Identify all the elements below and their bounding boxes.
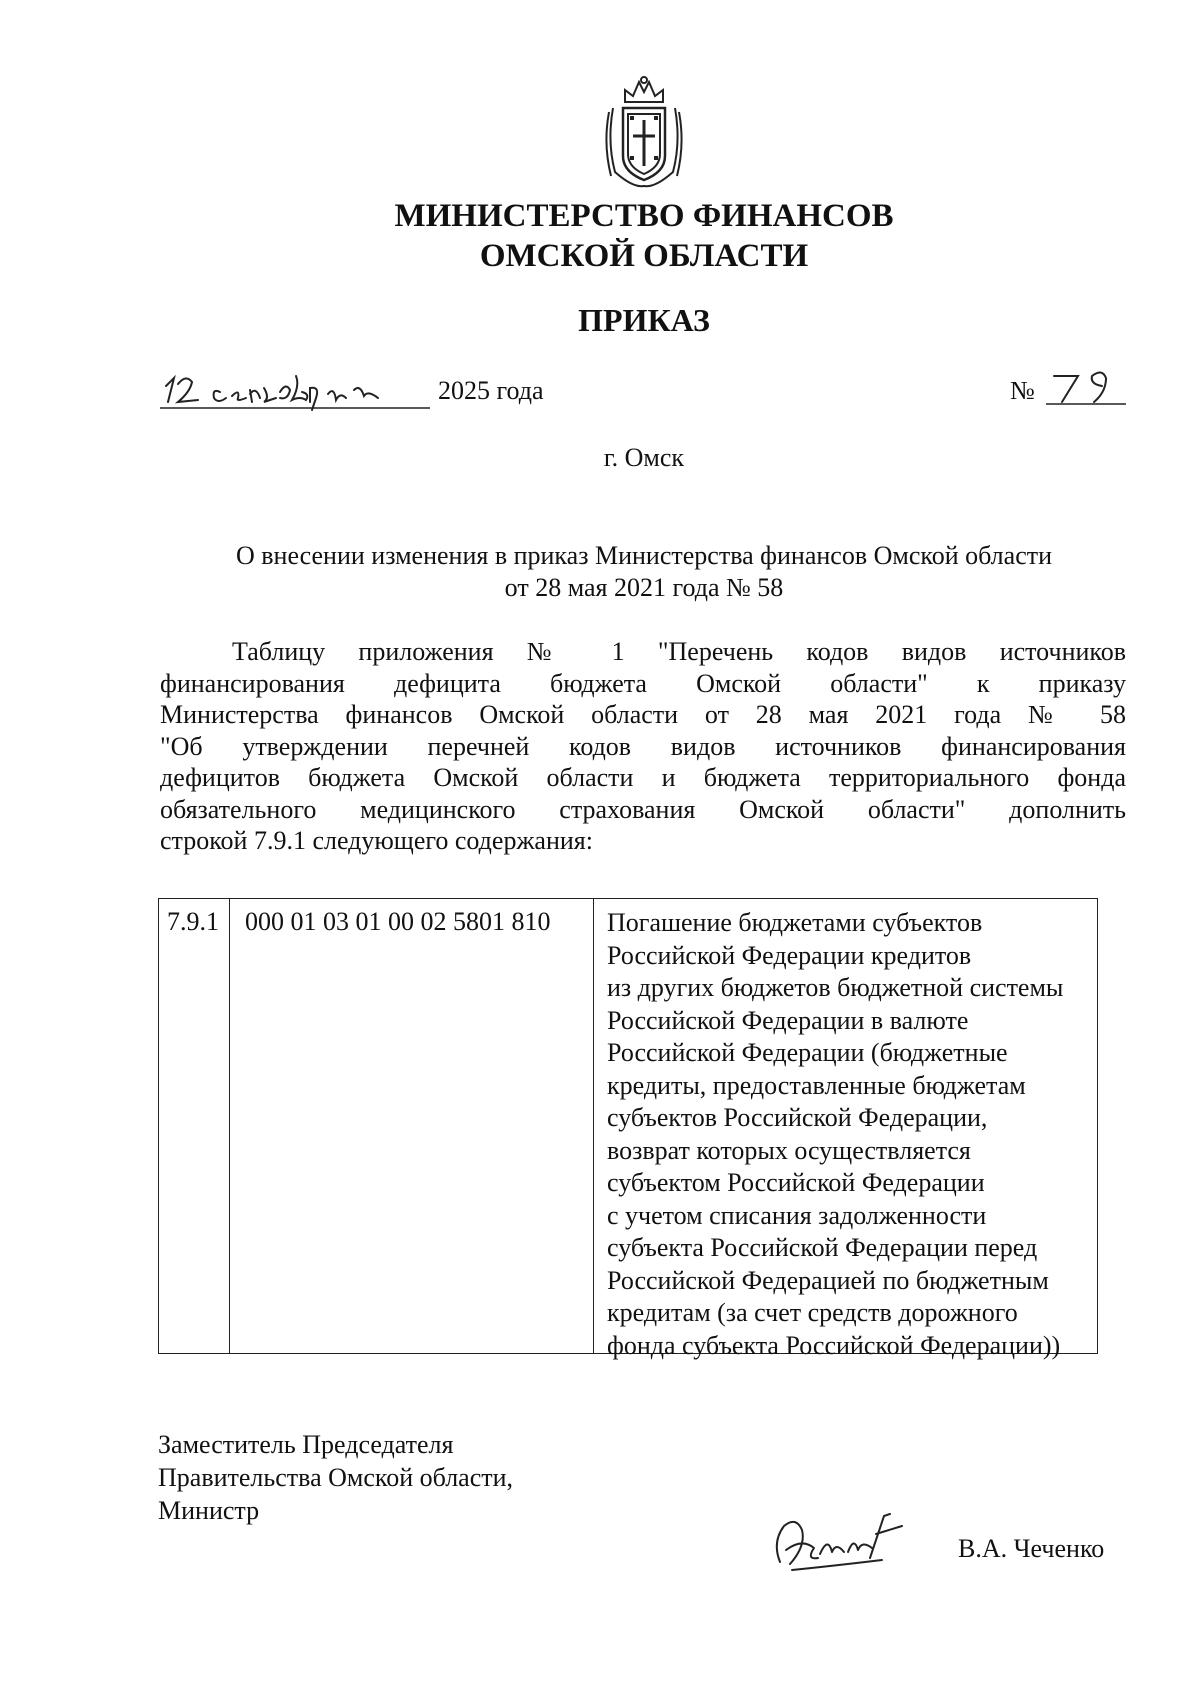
ministry-name-line2: ОМСКОЙ ОБЛАСТИ bbox=[479, 238, 809, 274]
description-line: фонда субъекта Российской Федерации)) bbox=[607, 1330, 1061, 1360]
description-line: с учетом списания задолженности bbox=[607, 1200, 987, 1230]
description-line: субъектом Российской Федерации bbox=[607, 1168, 985, 1197]
number-sign: № bbox=[1010, 376, 1035, 405]
body-line: дефицитов бюджета Омской области и бюджета территориального фонда bbox=[160, 763, 1126, 792]
body-line: финансирования дефицита бюджета Омской области" к приказу bbox=[160, 668, 1126, 698]
omsk-coat-of-arms-icon bbox=[603, 72, 685, 190]
body-line: обязательного медицинского страхования Омской области" дополнить bbox=[160, 794, 1126, 824]
order-number bbox=[1010, 366, 1130, 410]
subject-line1: О внесении изменения в приказ Министерства финансов Омской области bbox=[235, 541, 1053, 570]
signatory-name: В.А. Чеченко bbox=[958, 1534, 1105, 1563]
sources-table bbox=[158, 898, 1098, 1360]
body-line: Таблицу приложения № 1 "Перечень кодов видов источников bbox=[232, 637, 1126, 666]
order-year: 2025 года bbox=[438, 376, 544, 405]
position-line: Министр bbox=[158, 1496, 260, 1525]
description-line: кредитам (за счет средств дорожного bbox=[607, 1298, 1018, 1327]
table-column-divider bbox=[229, 899, 230, 1353]
order-date bbox=[160, 368, 580, 412]
description-line: из других бюджетов бюджетной системы bbox=[607, 973, 1064, 1002]
table-row-number: 7.9.1 bbox=[167, 907, 219, 936]
document-type: ПРИКАЗ bbox=[578, 302, 710, 338]
description-line: субъектов Российской Федерации, bbox=[607, 1103, 988, 1132]
ministry-name-line1: МИНИСТЕРСТВО ФИНАНСОВ bbox=[394, 198, 894, 234]
table-code: 000 01 03 01 00 02 5801 810 bbox=[245, 907, 551, 936]
body-line: Министерства финансов Омской области от 28 мая 2021 года № 58 bbox=[160, 700, 1126, 729]
body-line: строкой 7.9.1 следующего содержания: bbox=[160, 826, 593, 855]
description-line: кредиты, предоставленные бюджетам bbox=[607, 1070, 1026, 1100]
description-line: Погашение бюджетами субъектов bbox=[607, 908, 983, 937]
table-description bbox=[607, 907, 1093, 1362]
signatory-position bbox=[158, 1428, 513, 1527]
description-line: субъекта Российской Федерации перед bbox=[607, 1233, 1038, 1262]
subject-line2: от 28 мая 2021 года № 58 bbox=[504, 573, 784, 602]
handwritten-date bbox=[160, 368, 430, 412]
handwritten-number bbox=[1044, 366, 1126, 408]
description-line: Российской Федерацией по бюджетным bbox=[607, 1265, 1049, 1295]
city-name: г. Омск bbox=[603, 443, 685, 472]
body-line: "Об утверждении перечней кодов видов источников финансирования bbox=[160, 731, 1126, 761]
position-line: Правительства Омской области, bbox=[158, 1463, 514, 1492]
description-line: возврат которых осуществляется bbox=[607, 1135, 971, 1165]
handwritten-signature bbox=[762, 1506, 910, 1576]
description-line: Российской Федерации кредитов bbox=[607, 940, 972, 970]
description-line: Российской Федерации в валюте bbox=[607, 1005, 969, 1035]
position-line: Заместитель Председателя bbox=[158, 1430, 454, 1459]
description-line: Российской Федерации (бюджетные bbox=[607, 1038, 1008, 1067]
table-column-divider bbox=[593, 899, 594, 1353]
